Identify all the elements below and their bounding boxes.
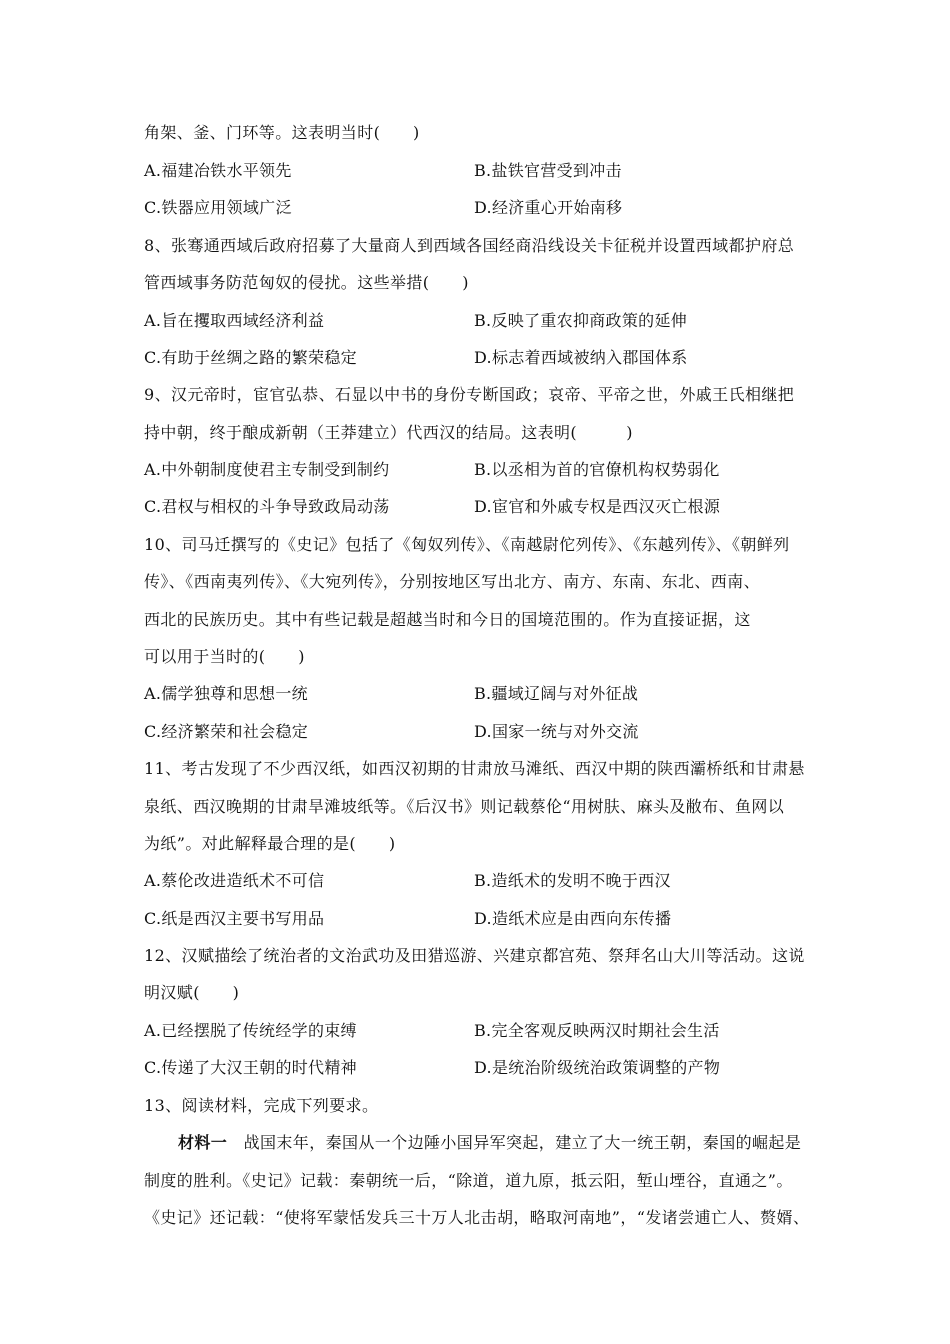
q7-stem-tail: 角架、釜、门环等。这表明当时( ) — [144, 123, 420, 142]
q12-option-d: D.是统治阶级统治政策调整的产物 — [474, 1058, 721, 1077]
q10-option-d: D.国家一统与对外交流 — [474, 722, 639, 741]
q9-option-d: D.宦官和外戚专权是西汉灭亡根源 — [474, 497, 721, 516]
q13-material-first-line — [178, 1133, 801, 1153]
q8-option-c: C.有助于丝绸之路的繁荣稳定 — [144, 348, 357, 367]
q9-stem-line-2: 持中朝，终于酿成新朝（王莽建立）代西汉的结局。这表明( ) — [144, 423, 633, 442]
q9-stem-line-1: 9、汉元帝时，宦官弘恭、石显以中书的身份专断国政；哀帝、平帝之世，外戚王氏相继把 — [144, 385, 795, 404]
q10-stem-line-3: 西北的民族历史。其中有些记载是超越当时和今日的国境范围的。作为直接证据，这 — [144, 610, 751, 629]
q13-material-line-2: 制度的胜利。《史记》记载：秦朝统一后，“除道，道九原，抵云阳，堑山堙谷，直通之”。 — [144, 1171, 793, 1190]
q11-option-d: D.造纸术应是由西向东传播 — [474, 909, 672, 928]
q13-material-line-3: 《史记》还记载：“使将军蒙恬发兵三十万人北击胡，略取河南地”，“发诸尝逋亡人、赘婿、 — [144, 1208, 810, 1227]
q7-option-d: D.经济重心开始南移 — [474, 198, 623, 217]
q13-stem: 13、阅读材料，完成下列要求。 — [144, 1096, 379, 1115]
q11-stem-line-3: 为纸”。对此解释最合理的是( ) — [144, 834, 396, 853]
q10-stem-line-1: 10、司马迁撰写的《史记》包括了《匈奴列传》、《南越尉佗列传》、《东越列传》、《朝鲜列 — [144, 535, 790, 554]
q11-stem-line-1: 11、考古发现了不少西汉纸，如西汉初期的甘肃放马滩纸、西汉中期的陕西灞桥纸和甘肃悬 — [144, 759, 805, 778]
q10-stem-line-2: 传》、《西南夷列传》、《大宛列传》，分别按地区写出北方、南方、东南、东北、西南、 — [144, 572, 761, 591]
q12-option-c: C.传递了大汉王朝的时代精神 — [144, 1058, 357, 1077]
q11-stem-line-2: 泉纸、西汉晚期的甘肃旱滩坡纸等。《后汉书》则记载蔡伦“用树肤、麻头及敝布、鱼网以 — [144, 797, 785, 816]
q12-stem-line-2: 明汉赋( ) — [144, 983, 240, 1002]
q8-stem-line-2: 管西域事务防范匈奴的侵扰。这些举措( ) — [144, 273, 469, 292]
q12-option-b: B.完全客观反映两汉时期社会生活 — [474, 1021, 720, 1040]
q12-stem-line-1: 12、汉赋描绘了统治者的文治武功及田猎巡游、兴建京都宫苑、祭拜名山大川等活动。这说 — [144, 946, 805, 965]
q8-option-b: B.反映了重农抑商政策的延伸 — [474, 311, 688, 330]
q7-option-c: C.铁器应用领域广泛 — [144, 198, 292, 217]
q10-stem-line-4: 可以用于当时的( ) — [144, 647, 305, 666]
q11-option-b: B.造纸术的发明不晚于西汉 — [474, 871, 671, 890]
q10-option-b: B.疆域辽阔与对外征战 — [474, 684, 639, 703]
q7-option-b: B.盐铁官营受到冲击 — [474, 161, 622, 180]
q9-option-b: B.以丞相为首的官僚机构权势弱化 — [474, 460, 720, 479]
q8-option-d: D.标志着西域被纳入郡国体系 — [474, 348, 688, 367]
q13-material-first-text: 战国末年，秦国从一个边陲小国异军突起，建立了大一统王朝，秦国的崛起是 — [227, 1133, 802, 1152]
q13-material-label: 材料一 — [178, 1133, 228, 1152]
q12-option-a: A.已经摆脱了传统经学的束缚 — [144, 1021, 357, 1040]
q8-option-a: A.旨在攫取西域经济利益 — [144, 311, 325, 330]
q7-option-a: A.福建冶铁水平领先 — [144, 161, 292, 180]
q11-option-a: A.蔡伦改进造纸术不可信 — [144, 871, 325, 890]
q9-option-a: A.中外朝制度使君主专制受到制约 — [144, 460, 390, 479]
q8-stem-line-1: 8、张骞通西域后政府招募了大量商人到西域各国经商沿线设关卡征税并设置西域都护府总 — [144, 236, 795, 255]
q10-option-a: A.儒学独尊和思想一统 — [144, 684, 308, 703]
q11-option-c: C.纸是西汉主要书写用品 — [144, 909, 325, 928]
q9-option-c: C.君权与相权的斗争导致政局动荡 — [144, 497, 390, 516]
q10-option-c: C.经济繁荣和社会稳定 — [144, 722, 309, 741]
